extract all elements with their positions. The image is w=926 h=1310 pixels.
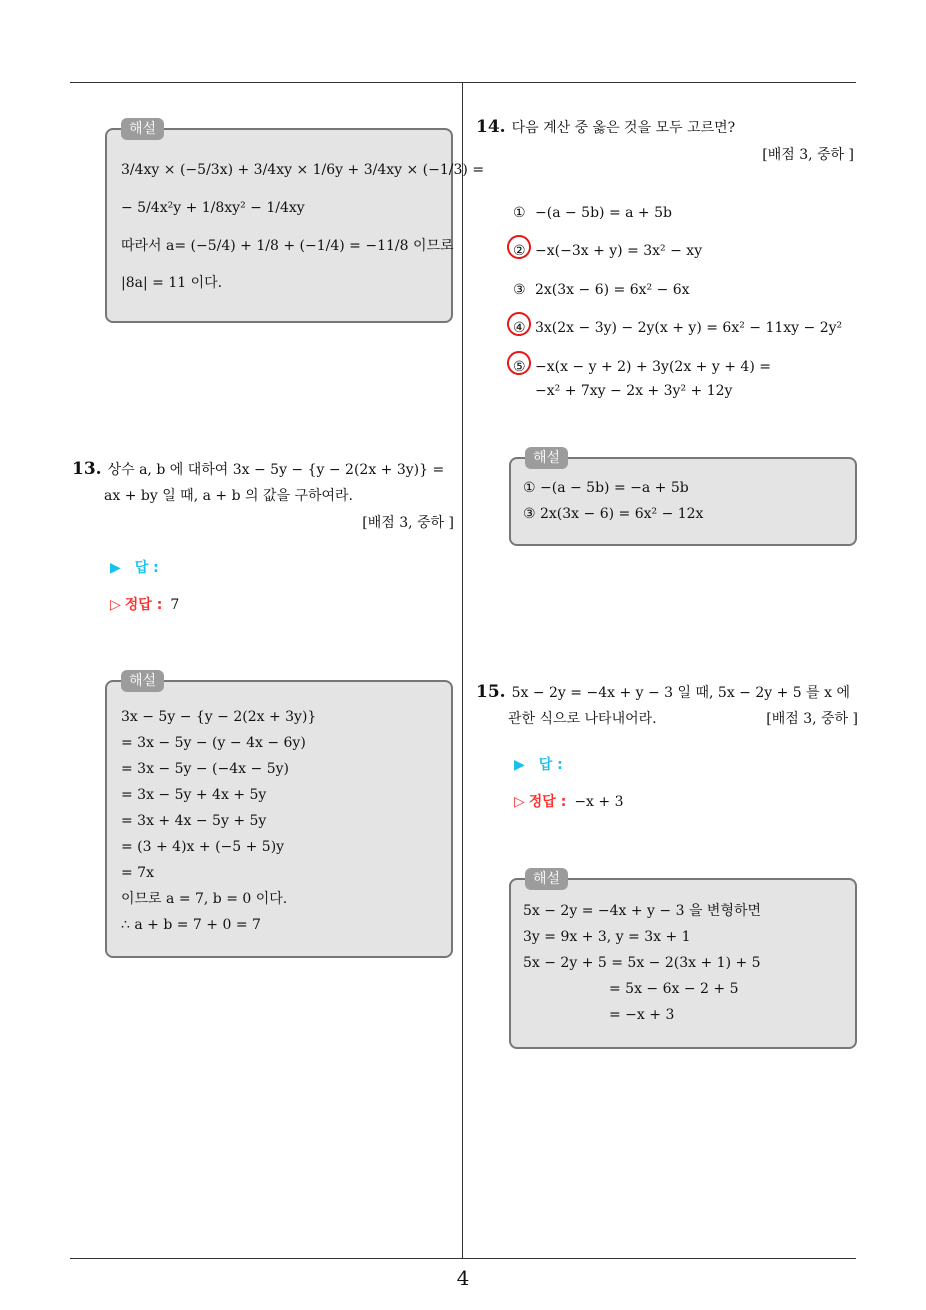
question-14 (476, 114, 860, 141)
solution-line: = −x + 3 (609, 1007, 675, 1023)
solution-line: 5x − 2y = −4x + y − 3 을 변형하면 (523, 903, 762, 919)
question-text: ax + by 일 때, a + b 의 값을 구하여라. (104, 488, 354, 504)
correct-answer-row (514, 791, 623, 811)
option-text: 2x(3x − 6) = 6x² − 6x (535, 282, 690, 298)
option-mark: ⑤ (513, 355, 535, 379)
correct-label: 정답 : (124, 597, 163, 613)
footer-rule (70, 1258, 856, 1259)
solution-line: |8a| = 11 이다. (121, 275, 223, 291)
option-mark: ② (513, 239, 535, 263)
question-number: 14. (476, 117, 506, 137)
option-text: −(a − 5b) = a + 5b (535, 205, 672, 221)
solution-line: ③ 2x(3x − 6) = 6x² − 12x (523, 506, 704, 522)
correct-value: 7 (170, 597, 180, 613)
solution-line: = 7x (121, 865, 154, 881)
answer-label: 답 : (134, 560, 159, 576)
question-meta: [배점 3, 중하 ] (766, 711, 858, 727)
solution-line: 3y = 9x + 3, y = 3x + 1 (523, 929, 691, 945)
option-5 (513, 355, 771, 403)
solution-line: 따라서 a= (−5/4) + 1/8 + (−1/4) = −11/8 이므로 (121, 238, 454, 254)
option-mark: ④ (513, 316, 535, 340)
page-number: 4 (456, 1266, 470, 1290)
q14-solution-box (509, 450, 857, 546)
answer-row (110, 557, 159, 577)
play-triangle-icon: ▶ (110, 560, 121, 576)
option-text: −x(−3x + y) = 3x² − xy (535, 243, 703, 259)
correct-value: −x + 3 (574, 794, 624, 810)
question-text: 관한 식으로 나타내어라. (508, 711, 657, 727)
header-rule (70, 82, 856, 83)
question-meta: [배점 3, 중하 ] (762, 147, 854, 163)
column-divider (462, 83, 463, 1258)
option-mark: ① (513, 205, 526, 221)
option-text: −x(x − y + 2) + 3y(2x + y + 4) = (535, 359, 771, 375)
solution-line: = (3 + 4)x + (−5 + 5)y (121, 839, 285, 855)
solution-line: = 3x − 5y − (−4x − 5y) (121, 761, 289, 777)
solution-tag: 해설 (121, 118, 164, 140)
option-1 (513, 201, 672, 225)
question-text: 다음 계산 중 옳은 것을 모두 고르면? (511, 120, 736, 136)
play-triangle-icon: ▶ (514, 757, 525, 773)
answer-row (514, 754, 563, 774)
outline-triangle-icon: ▷ (514, 794, 525, 810)
question-13 (72, 456, 456, 509)
outline-triangle-icon: ▷ (110, 597, 121, 613)
solution-line: ∴ a + b = 7 + 0 = 7 (121, 917, 261, 933)
option-text: −x² + 7xy − 2x + 3y² + 12y (535, 383, 733, 399)
option-mark: ③ (513, 282, 526, 298)
solution-tag: 해설 (525, 868, 568, 890)
option-text: 3x(2x − 3y) − 2y(x + y) = 6x² − 11xy − 2y² (535, 320, 843, 336)
question-meta: [배점 3, 중하 ] (362, 515, 454, 531)
question-number: 15. (476, 682, 506, 702)
q15-solution-box (509, 871, 857, 1049)
q12-solution-box (105, 121, 485, 323)
solution-line: 3x − 5y − {y − 2(2x + 3y)} (121, 709, 317, 725)
solution-line: 3/4xy × (−5/3x) + 3/4xy × 1/6y + 3/4xy × (−1/3) = (121, 162, 485, 178)
q13-solution-box (105, 673, 453, 958)
solution-line: = 3x − 5y − (y − 4x − 6y) (121, 735, 306, 751)
option-4 (513, 316, 842, 340)
option-3 (513, 278, 690, 302)
solution-line: = 3x + 4x − 5y + 5y (121, 813, 267, 829)
solution-line: 5x − 2y + 5 = 5x − 2(3x + 1) + 5 (523, 955, 761, 971)
correct-label: 정답 : (528, 794, 567, 810)
option-2 (513, 239, 702, 263)
question-text: 상수 a, b 에 대하여 3x − 5y − {y − 2(2x + 3y)} = (107, 462, 445, 478)
solution-line: = 5x − 6x − 2 + 5 (609, 981, 739, 997)
question-number: 13. (72, 459, 102, 479)
solution-tag: 해설 (121, 670, 164, 692)
solution-tag: 해설 (525, 447, 568, 469)
solution-line: 이므로 a = 7, b = 0 이다. (121, 891, 288, 907)
solution-line: ① −(a − 5b) = −a + 5b (523, 480, 689, 496)
correct-answer-row (110, 594, 179, 614)
answer-label: 답 : (538, 757, 563, 773)
solution-line: − 5/4x²y + 1/8xy² − 1/4xy (121, 200, 305, 216)
question-text: 5x − 2y = −4x + y − 3 일 때, 5x − 2y + 5 를 x 에 (511, 685, 851, 701)
solution-line: = 3x − 5y + 4x + 5y (121, 787, 267, 803)
